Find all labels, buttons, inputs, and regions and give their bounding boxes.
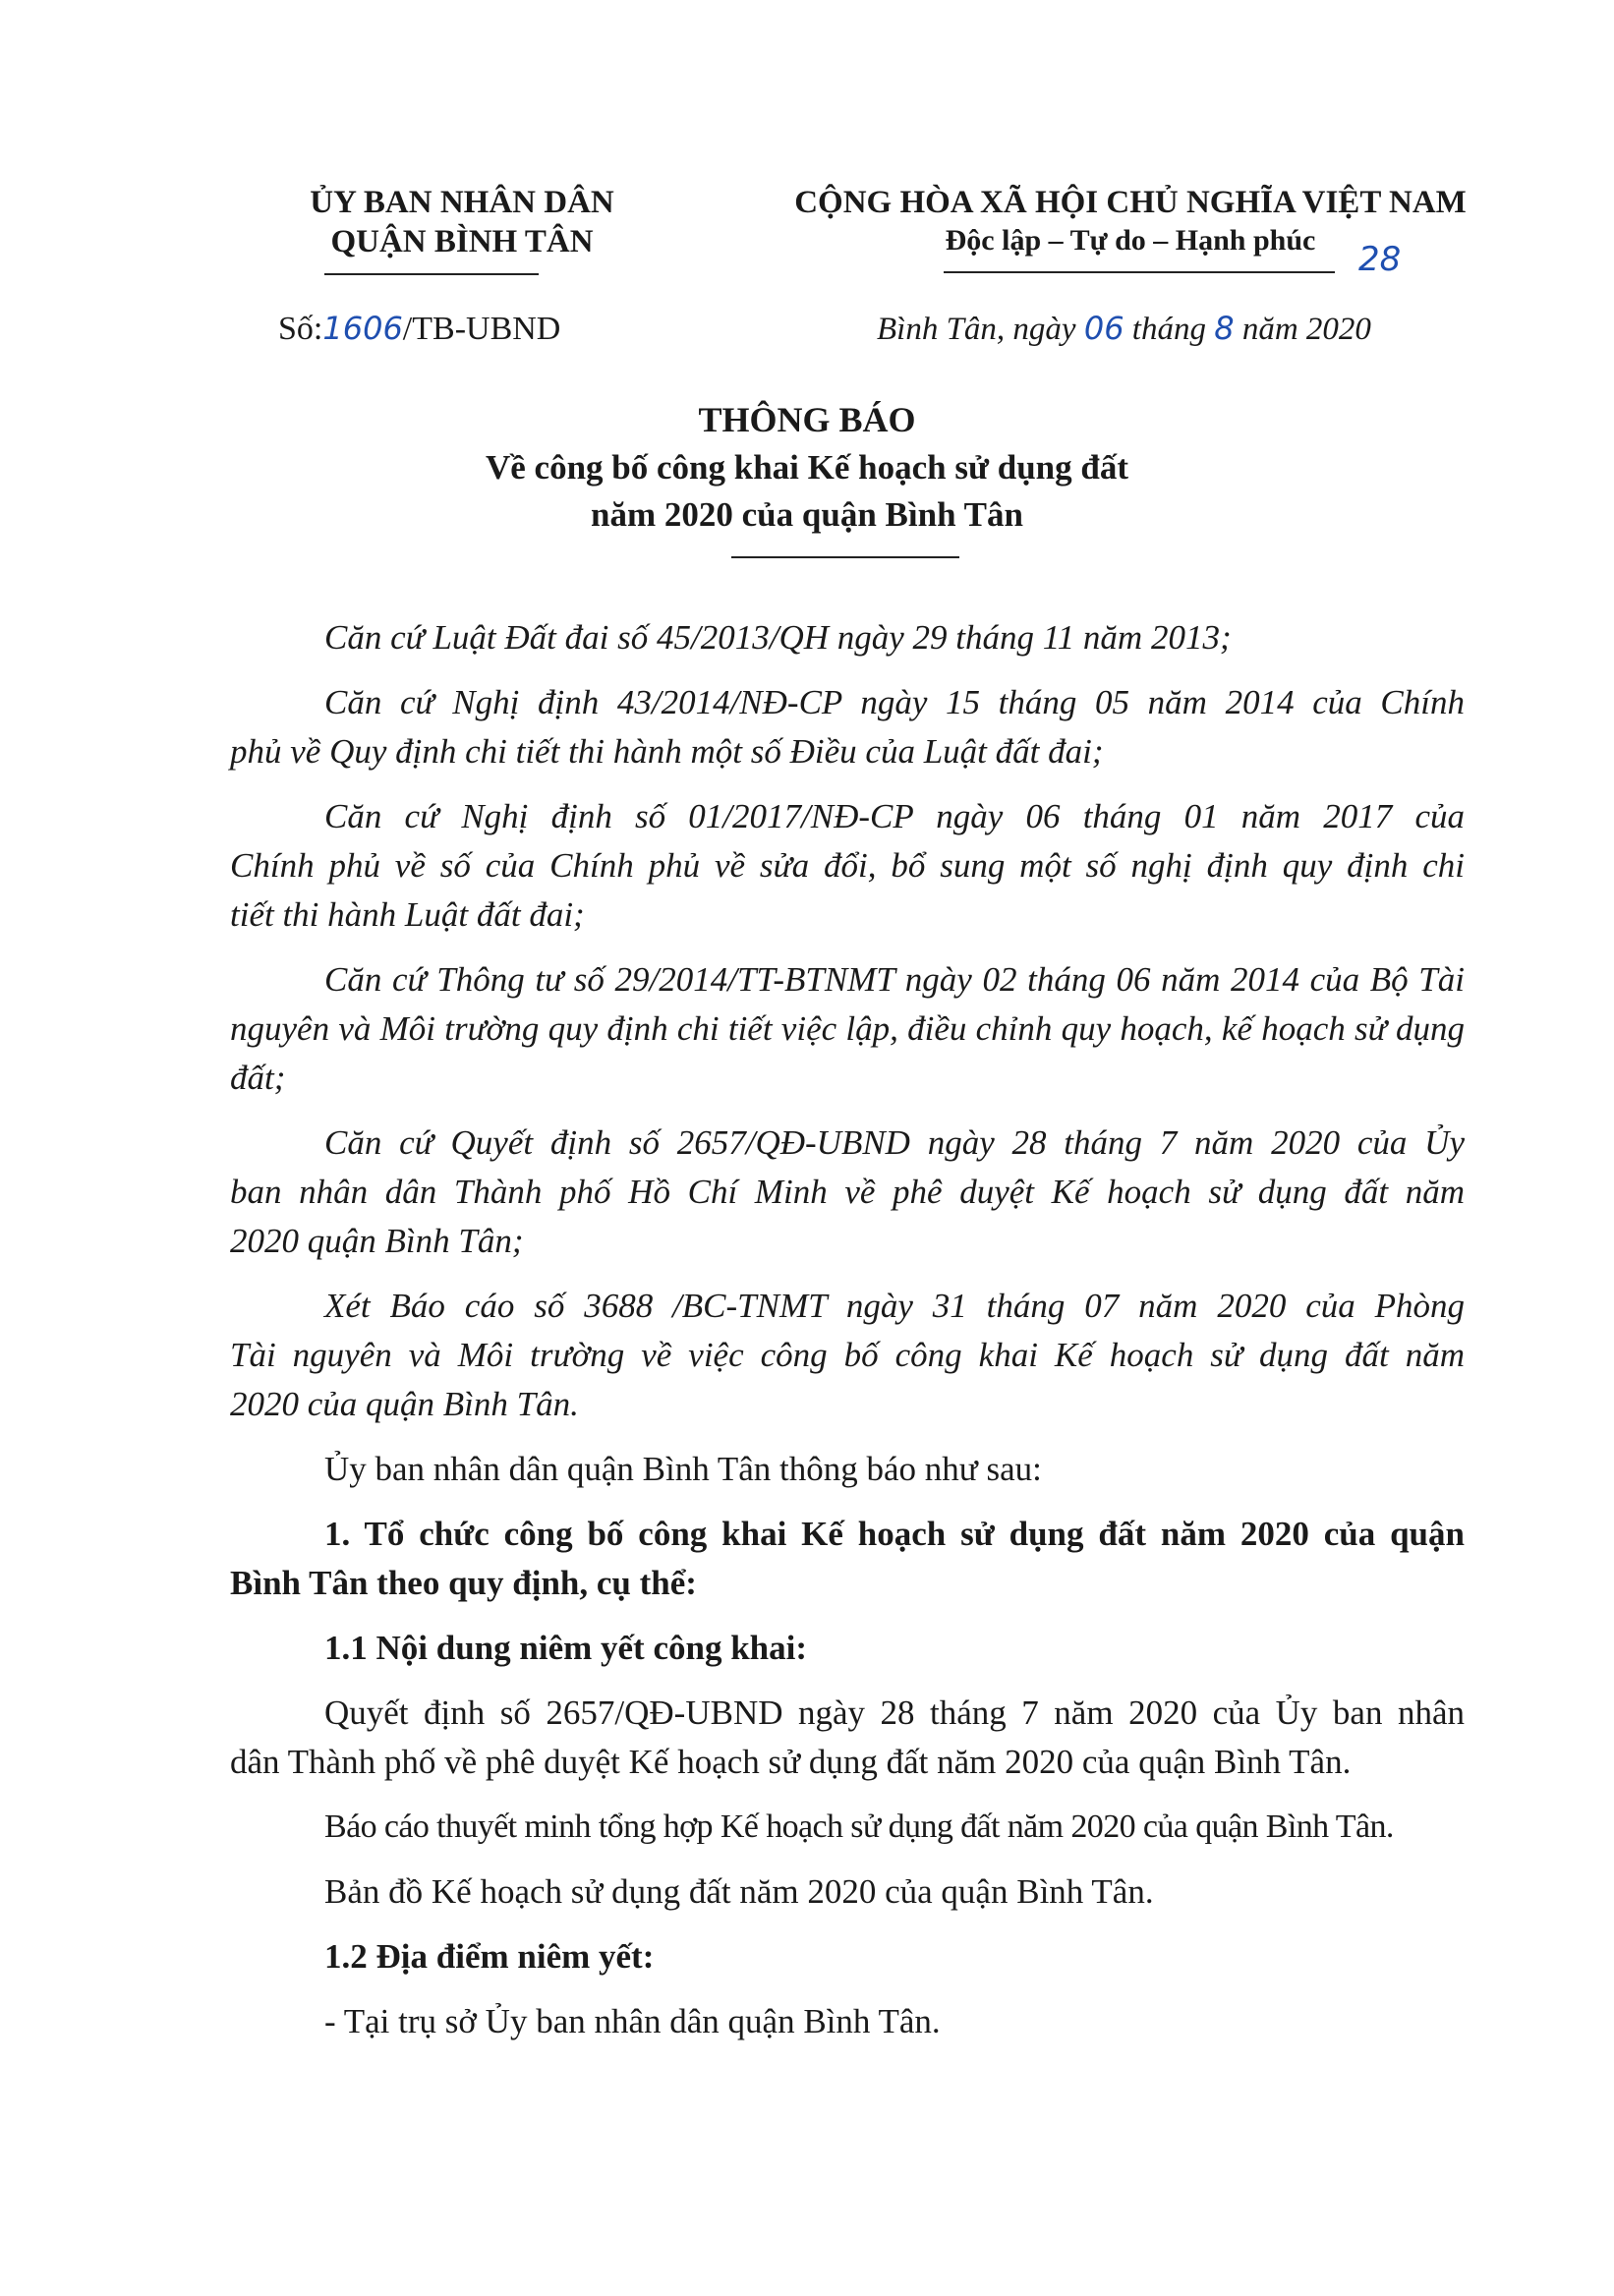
title-main: THÔNG BÁO — [698, 400, 916, 439]
section-1-line2: Bình Tân theo quy định, cụ thể: — [230, 1564, 697, 1602]
basis-5-line2: ban nhân dân Thành phố Hồ Chí Minh về phê duyệt Kế hoạch sử dụng đất năm — [230, 1173, 1465, 1211]
basis-5-line1: Căn cứ Quyết định số 2657/QĐ-UBND ngày 28 tháng 7 năm 2020 của Ủy — [324, 1123, 1465, 1162]
section-1-line1: 1. Tổ chức công bố công khai Kế hoạch sử dụng đất năm 2020 của quận — [324, 1515, 1465, 1553]
date-day: 06 — [1083, 310, 1124, 347]
intro-text: Ủy ban nhân dân quận Bình Tân thông báo như sau: — [324, 1450, 1042, 1488]
agency-underline — [324, 273, 539, 275]
agency-line2: QUẬN BÌNH TÂN — [330, 224, 594, 259]
basis-3-line2: Chính phủ về số của Chính phủ về sửa đổi, bổ sung một số nghị định quy định chi — [230, 846, 1465, 885]
basis-5-line3: 2020 quận Bình Tân; — [230, 1222, 524, 1260]
nation-name: CỘNG HÒA XÃ HỘI CHỦ NGHĨA VIỆT NAM — [794, 185, 1467, 220]
content-1-line1: Quyết định số 2657/QĐ-UBND ngày 28 tháng 7 năm 2020 của Ủy ban nhân — [324, 1693, 1465, 1732]
basis-1: Căn cứ Luật Đất đai số 45/2013/QH ngày 29 tháng 11 năm 2013; — [324, 618, 1232, 657]
number-handwritten: 1606 — [322, 310, 403, 347]
motto-underline — [944, 271, 1335, 273]
notice-title — [295, 395, 1319, 539]
document-number — [278, 307, 560, 351]
agency-name — [265, 183, 659, 261]
basis-2-line2: phủ về Quy định chi tiết thi hành một số Điều của Luật đất đai; — [230, 732, 1104, 771]
basis-4-line2: nguyên và Môi trường quy định chi tiết việc lập, điều chỉnh quy hoạch, kế hoạch sử dụng — [230, 1009, 1465, 1048]
title-underline — [731, 556, 959, 558]
basis-3-line1: Căn cứ Nghị định số 01/2017/NĐ-CP ngày 06 tháng 01 năm 2017 của — [324, 797, 1465, 835]
title-sub2: năm 2020 của quận Bình Tân — [591, 495, 1023, 534]
date-month: 8 — [1214, 310, 1235, 347]
date-part1: Bình Tân, ngày — [877, 312, 1084, 347]
number-suffix: /TB-UBND — [402, 311, 561, 347]
date-part2: tháng — [1124, 312, 1215, 347]
motto: Độc lập – Tự do – Hạnh phúc — [945, 224, 1316, 257]
basis-6-line1: Xét Báo cáo số 3688 /BC-TNMT ngày 31 tháng 07 năm 2020 của Phòng — [324, 1287, 1465, 1325]
basis-3-line3: tiết thi hành Luật đất đai; — [230, 895, 585, 934]
content-1-line2: dân Thành phố về phê duyệt Kế hoạch sử dụng đất năm 2020 của quận Bình Tân. — [230, 1743, 1352, 1781]
basis-2-line1: Căn cứ Nghị định 43/2014/NĐ-CP ngày 15 tháng 05 năm 2014 của Chính — [324, 683, 1465, 721]
section-1-2-heading: 1.2 Địa điểm niêm yết: — [324, 1937, 655, 1976]
content-3: Bản đồ Kế hoạch sử dụng đất năm 2020 của quận Bình Tân. — [324, 1872, 1154, 1911]
content-2: Báo cáo thuyết minh tổng hợp Kế hoạch sử dụng đất năm 2020 của quận Bình Tân. — [324, 1808, 1394, 1845]
number-prefix: Số: — [278, 311, 323, 347]
location-1: - Tại trụ sở Ủy ban nhân dân quận Bình Tân. — [324, 2002, 941, 2040]
basis-4-line1: Căn cứ Thông tư số 29/2014/TT-BTNMT ngày 02 tháng 06 năm 2014 của Bộ Tài — [324, 960, 1465, 999]
basis-6-line2: Tài nguyên và Môi trường về việc công bố công khai Kế hoạch sử dụng đất năm — [230, 1336, 1465, 1374]
basis-4-line3: đất; — [230, 1059, 286, 1097]
document-date — [877, 307, 1371, 351]
basis-6-line3: 2020 của quận Bình Tân. — [230, 1385, 579, 1423]
section-1-1-heading: 1.1 Nội dung niêm yết công khai: — [324, 1629, 808, 1667]
handwritten-mark: 28 — [1358, 240, 1402, 279]
date-part3: năm 2020 — [1234, 312, 1371, 347]
title-sub1: Về công bố công khai Kế hoạch sử dụng đất — [485, 448, 1129, 487]
agency-line1: ỦY BAN NHÂN DÂN — [310, 185, 614, 220]
